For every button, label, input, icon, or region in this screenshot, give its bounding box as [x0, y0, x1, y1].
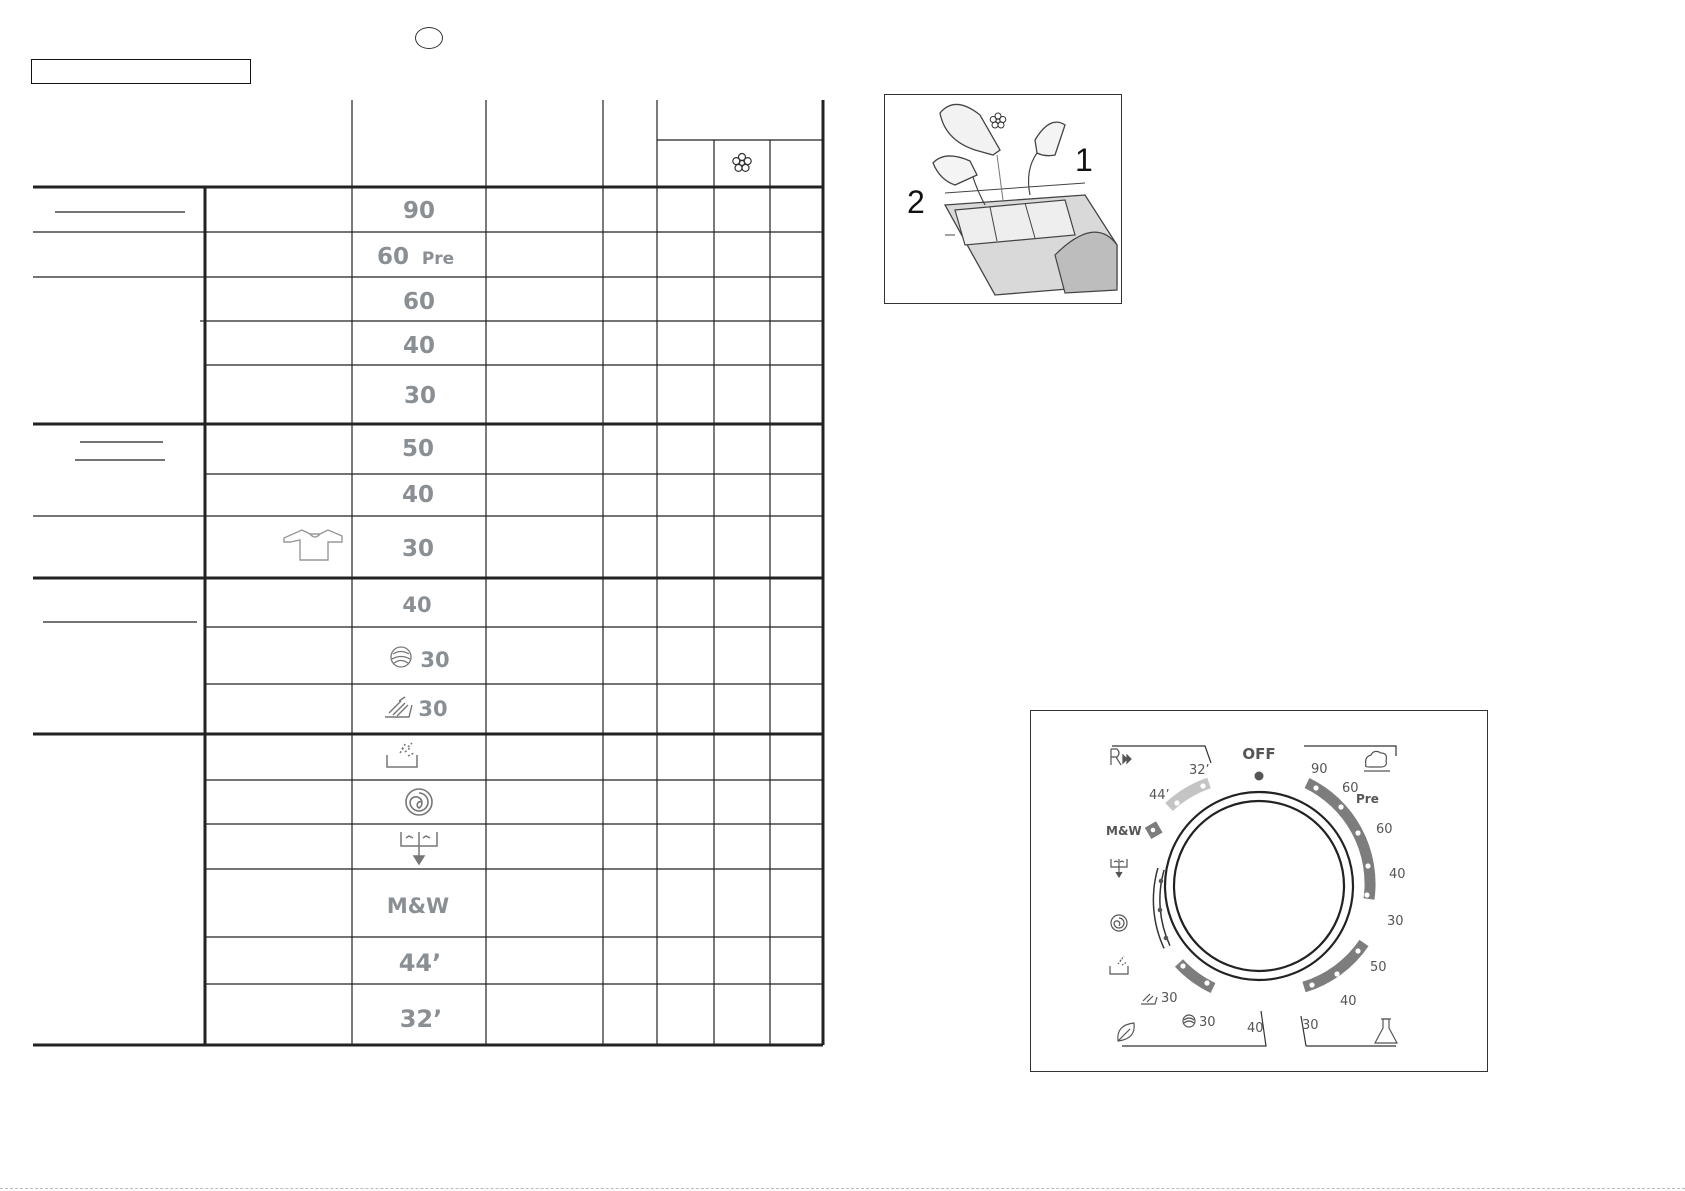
flower-icon	[733, 154, 751, 172]
dial-label: 50	[1370, 960, 1387, 975]
dial-label: 60	[1376, 822, 1393, 837]
wool-icon	[1183, 1015, 1195, 1027]
dial-label: 30	[1161, 991, 1178, 1006]
steam-icon	[1364, 751, 1390, 771]
program-label: 50	[401, 436, 435, 462]
dial-mw-label: M&W	[1106, 824, 1142, 838]
program-label: 30	[403, 383, 437, 409]
rapid-icon	[1111, 749, 1131, 765]
flask-icon	[1375, 1019, 1397, 1043]
page-bottom-rule	[0, 1188, 1685, 1189]
eco-leaf-icon	[1118, 1023, 1134, 1041]
compartment-label-2: 2	[907, 184, 925, 220]
program-label: 40	[401, 482, 435, 508]
compartment-label-1: 1	[1075, 142, 1093, 178]
program-label: 60	[402, 289, 436, 315]
off-indicator-dot	[1255, 772, 1264, 781]
off-label: OFF	[1242, 745, 1276, 763]
program-selector-dial	[1030, 710, 1488, 1072]
handwash-icon	[385, 697, 412, 717]
rinse-icon	[387, 743, 417, 767]
dial-label: 40	[1340, 994, 1357, 1009]
dial-label: 44’	[1149, 788, 1170, 803]
detergent-dispenser-illustration	[884, 94, 1122, 304]
program-label: 30	[401, 536, 435, 562]
dial-label: 40	[1247, 1021, 1264, 1036]
dial-pre-label: Pre	[1356, 792, 1379, 806]
drain-icon	[401, 832, 437, 864]
program-label: 32’	[399, 1005, 443, 1033]
program-label-group	[377, 244, 454, 270]
spin-icon	[406, 789, 432, 815]
dial-label: 30	[1302, 1018, 1319, 1033]
shirt-icon	[284, 530, 342, 560]
dial-label: 30	[1199, 1015, 1216, 1030]
wool-icon	[391, 647, 411, 667]
program-label: 30	[420, 648, 450, 672]
program-label: M&W	[386, 894, 450, 918]
dial-label: 30	[1387, 914, 1404, 929]
dial-label: 90	[1311, 762, 1328, 777]
rinse-icon	[1110, 956, 1128, 974]
program-label: 60	[376, 244, 410, 270]
spin-icon	[1111, 915, 1127, 931]
program-label: 44’	[398, 949, 442, 977]
program-table	[0, 0, 840, 1060]
program-label: 30	[418, 697, 448, 721]
program-suffix: Pre	[421, 249, 455, 269]
dial-label: 32’	[1189, 763, 1210, 778]
dial-label: 60	[1342, 781, 1359, 796]
drain-icon	[1111, 859, 1127, 877]
program-label: 40	[402, 593, 432, 617]
handwash-icon	[1141, 994, 1157, 1004]
program-label: 40	[402, 333, 436, 359]
program-label: 90	[402, 198, 436, 224]
flower-icon	[990, 113, 1006, 128]
dial-label: 40	[1389, 867, 1406, 882]
